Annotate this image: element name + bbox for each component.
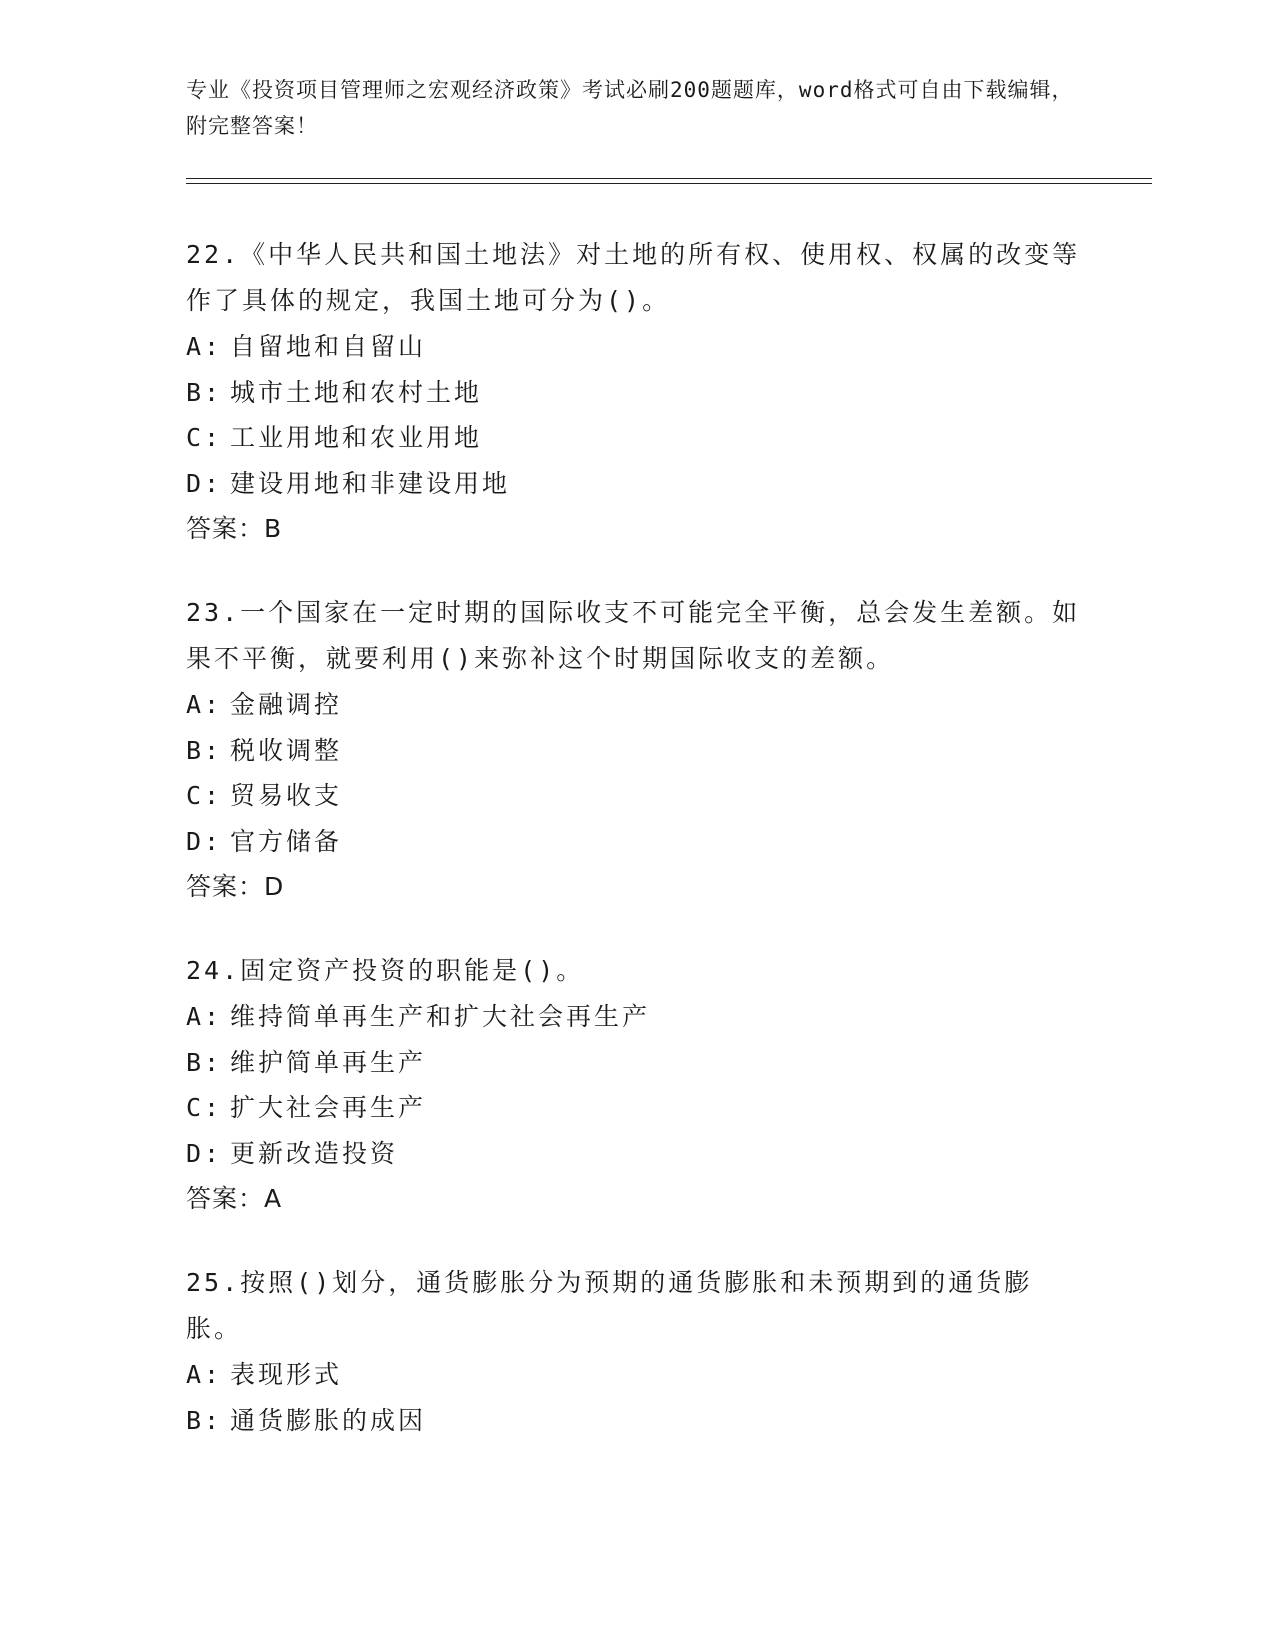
question-text: 23.一个国家在一定时期的国际收支不可能完全平衡，总会发生差额。如果不平衡，就要利用()来弥补这个时期国际收支的差额。: [186, 598, 1081, 673]
question-24: [186, 948, 1086, 1222]
question-list: [186, 232, 1086, 1481]
option-letter: D:: [186, 1138, 223, 1168]
option-letter: C:: [186, 1093, 223, 1122]
option-letter: A:: [186, 332, 223, 361]
option-text: 官方储备: [230, 826, 343, 856]
option-text: 自留地和自留山: [230, 332, 427, 361]
option-letter: D:: [186, 468, 223, 498]
option-text: 更新改造投资: [230, 1138, 399, 1168]
option-a: [186, 1352, 1086, 1398]
question-text: 22.《中华人民共和国土地法》对土地的所有权、使用权、权属的改变等作了具体的规定，我国土地可分为()。: [186, 240, 1081, 315]
option-letter: C:: [186, 423, 223, 452]
question-text: 24.固定资产投资的职能是()。: [186, 956, 585, 985]
option-text: 金融调控: [230, 690, 343, 719]
option-c: [186, 415, 1086, 461]
option-b: [186, 370, 1086, 416]
document-header: 专业《投资项目管理师之宏观经济政策》考试必刷200题题库，word格式可自由下载编辑，附完整答案！: [186, 78, 1074, 138]
option-a: [186, 682, 1086, 728]
option-b: [186, 1040, 1086, 1086]
option-a: [186, 324, 1086, 370]
option-d: [186, 819, 1086, 865]
answer-line: 答案：B: [186, 514, 283, 543]
option-text: 扩大社会再生产: [230, 1093, 427, 1122]
option-c: [186, 773, 1086, 819]
option-letter: D:: [186, 826, 223, 856]
question-23: [186, 590, 1086, 910]
option-a: [186, 994, 1086, 1040]
option-letter: B:: [186, 377, 223, 407]
option-text: 建设用地和非建设用地: [230, 468, 511, 498]
option-text: 税收调整: [230, 735, 343, 765]
question-25: [186, 1260, 1086, 1443]
option-b: [186, 728, 1086, 774]
option-text: 城市土地和农村土地: [230, 377, 483, 407]
option-letter: A:: [186, 1360, 223, 1389]
option-text: 表现形式: [230, 1360, 343, 1389]
option-d: [186, 1131, 1086, 1177]
answer-line: 答案：D: [186, 872, 285, 901]
option-letter: B:: [186, 735, 223, 765]
option-text: 工业用地和农业用地: [230, 423, 483, 452]
option-letter: B:: [186, 1405, 223, 1435]
option-letter: A:: [186, 1002, 223, 1031]
question-text: 25.按照()划分，通货膨胀分为预期的通货膨胀和未预期到的通货膨胀。: [186, 1268, 1033, 1343]
option-b: [186, 1398, 1086, 1444]
option-text: 维持简单再生产和扩大社会再生产: [230, 1002, 651, 1031]
header-divider-bottom: [186, 183, 1152, 184]
option-letter: A:: [186, 690, 223, 719]
option-text: 贸易收支: [230, 781, 343, 810]
question-22: [186, 232, 1086, 552]
option-letter: B:: [186, 1047, 223, 1077]
option-d: [186, 461, 1086, 507]
option-text: 维护简单再生产: [230, 1047, 427, 1077]
option-letter: C:: [186, 781, 223, 810]
header-divider-top: [186, 178, 1152, 179]
option-text: 通货膨胀的成因: [230, 1405, 427, 1435]
option-c: [186, 1085, 1086, 1131]
answer-line: 答案：A: [186, 1184, 283, 1213]
